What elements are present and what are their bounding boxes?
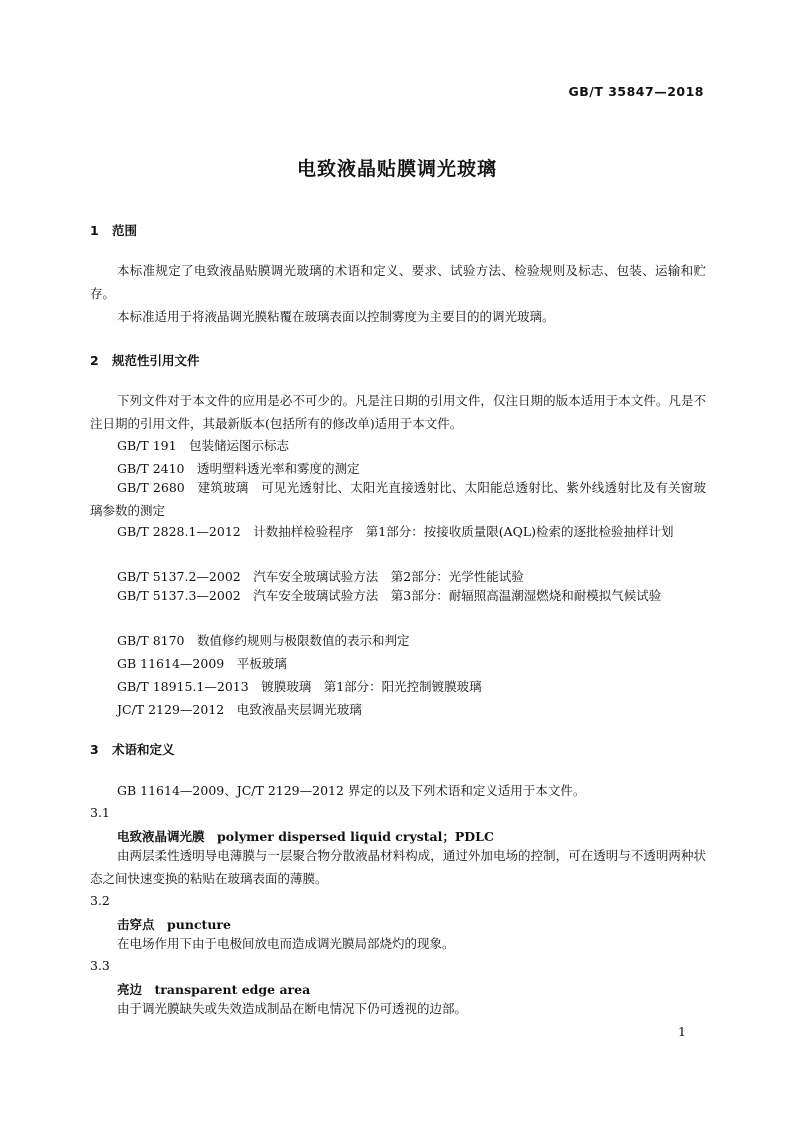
page-number: 1 — [678, 1024, 686, 1039]
term-chinese: 亮边 — [117, 982, 143, 997]
term-number: 3.1 — [90, 805, 110, 820]
normative-reference: GB/T 191 包装储运图示标志 — [117, 438, 290, 453]
term-chinese: 击穿点 — [117, 917, 155, 932]
term-entry — [117, 915, 231, 933]
section-number: 1 — [90, 223, 99, 238]
normative-reference: GB/T 18915.1—2013 镀膜玻璃 第1部分：阳光控制镀膜玻璃 — [117, 679, 482, 694]
section-title: 术语和定义 — [112, 742, 175, 757]
term-chinese: 电致液晶调光膜 — [117, 829, 205, 844]
standard-code: GB/T 35847—2018 — [568, 84, 704, 99]
paragraph: GB 11614—2009、JC/T 2129—2012 界定的以及下列术语和定义适用于本文件。 — [117, 783, 586, 798]
section-2-heading — [90, 351, 200, 369]
term-entry — [117, 827, 494, 845]
term-english: transparent edge area — [154, 982, 311, 997]
section-3-heading — [90, 740, 175, 758]
normative-reference: GB/T 2828.1—2012 计数抽样检验程序 第1部分：按接收质量限(AQL)检索的逐批检验抽样计划 — [117, 524, 674, 539]
normative-reference: GB/T 2410 透明塑料透光率和雾度的测定 — [117, 461, 360, 476]
section-title: 范围 — [112, 223, 138, 238]
normative-reference: GB/T 5137.3—2002 汽车安全玻璃试验方法 第3部分：耐辐照高温潮湿燃烧和耐模拟气候试验 — [117, 588, 662, 603]
paragraph: 本标准规定了电致液晶贴膜调光玻璃的术语和定义、要求、试验方法、检验规则及标志、包装、运输和贮存。 — [90, 263, 706, 301]
normative-reference: JC/T 2129—2012 电致液晶夹层调光玻璃 — [117, 702, 362, 717]
term-number: 3.2 — [90, 893, 110, 908]
term-english: polymer dispersed liquid crystal；PDLC — [217, 829, 494, 844]
term-english: puncture — [167, 917, 231, 932]
section-title: 规范性引用文件 — [112, 353, 200, 368]
paragraph: 本标准适用于将液晶调光膜粘覆在玻璃表面以控制雾度为主要目的的调光玻璃。 — [117, 309, 555, 324]
section-1-heading — [90, 221, 137, 239]
term-definition: 由两层柔性透明导电薄膜与一层聚合物分散液晶材料构成，通过外加电场的控制，可在透明与不透明两种状态之间快速变换的粘贴在玻璃表面的薄膜。 — [90, 848, 706, 886]
normative-reference: GB/T 2680 建筑玻璃 可见光透射比、太阳光直接透射比、太阳能总透射比、紫外线透射比及有关窗玻璃参数的测定 — [90, 480, 706, 518]
term-number: 3.3 — [90, 958, 110, 973]
document-title: 电致液晶贴膜调光玻璃 — [296, 158, 497, 180]
term-definition: 由于调光膜缺失或失效造成制品在断电情况下仍可透视的边部。 — [117, 1001, 468, 1016]
term-definition: 在电场作用下由于电极间放电而造成调光膜局部烧灼的现象。 — [117, 936, 455, 951]
normative-reference: GB/T 5137.2—2002 汽车安全玻璃试验方法 第2部分：光学性能试验 — [117, 569, 524, 584]
normative-reference: GB 11614—2009 平板玻璃 — [117, 656, 287, 671]
section-number: 3 — [90, 742, 99, 757]
paragraph: 下列文件对于本文件的应用是必不可少的。凡是注日期的引用文件，仅注日期的版本适用于本文件。凡是不注日期的引用文件，其最新版本(包括所有的修改单)适用于本文件。 — [90, 393, 706, 431]
term-entry — [117, 980, 310, 998]
section-number: 2 — [90, 353, 99, 368]
normative-reference: GB/T 8170 数值修约规则与极限数值的表示和判定 — [117, 633, 410, 648]
